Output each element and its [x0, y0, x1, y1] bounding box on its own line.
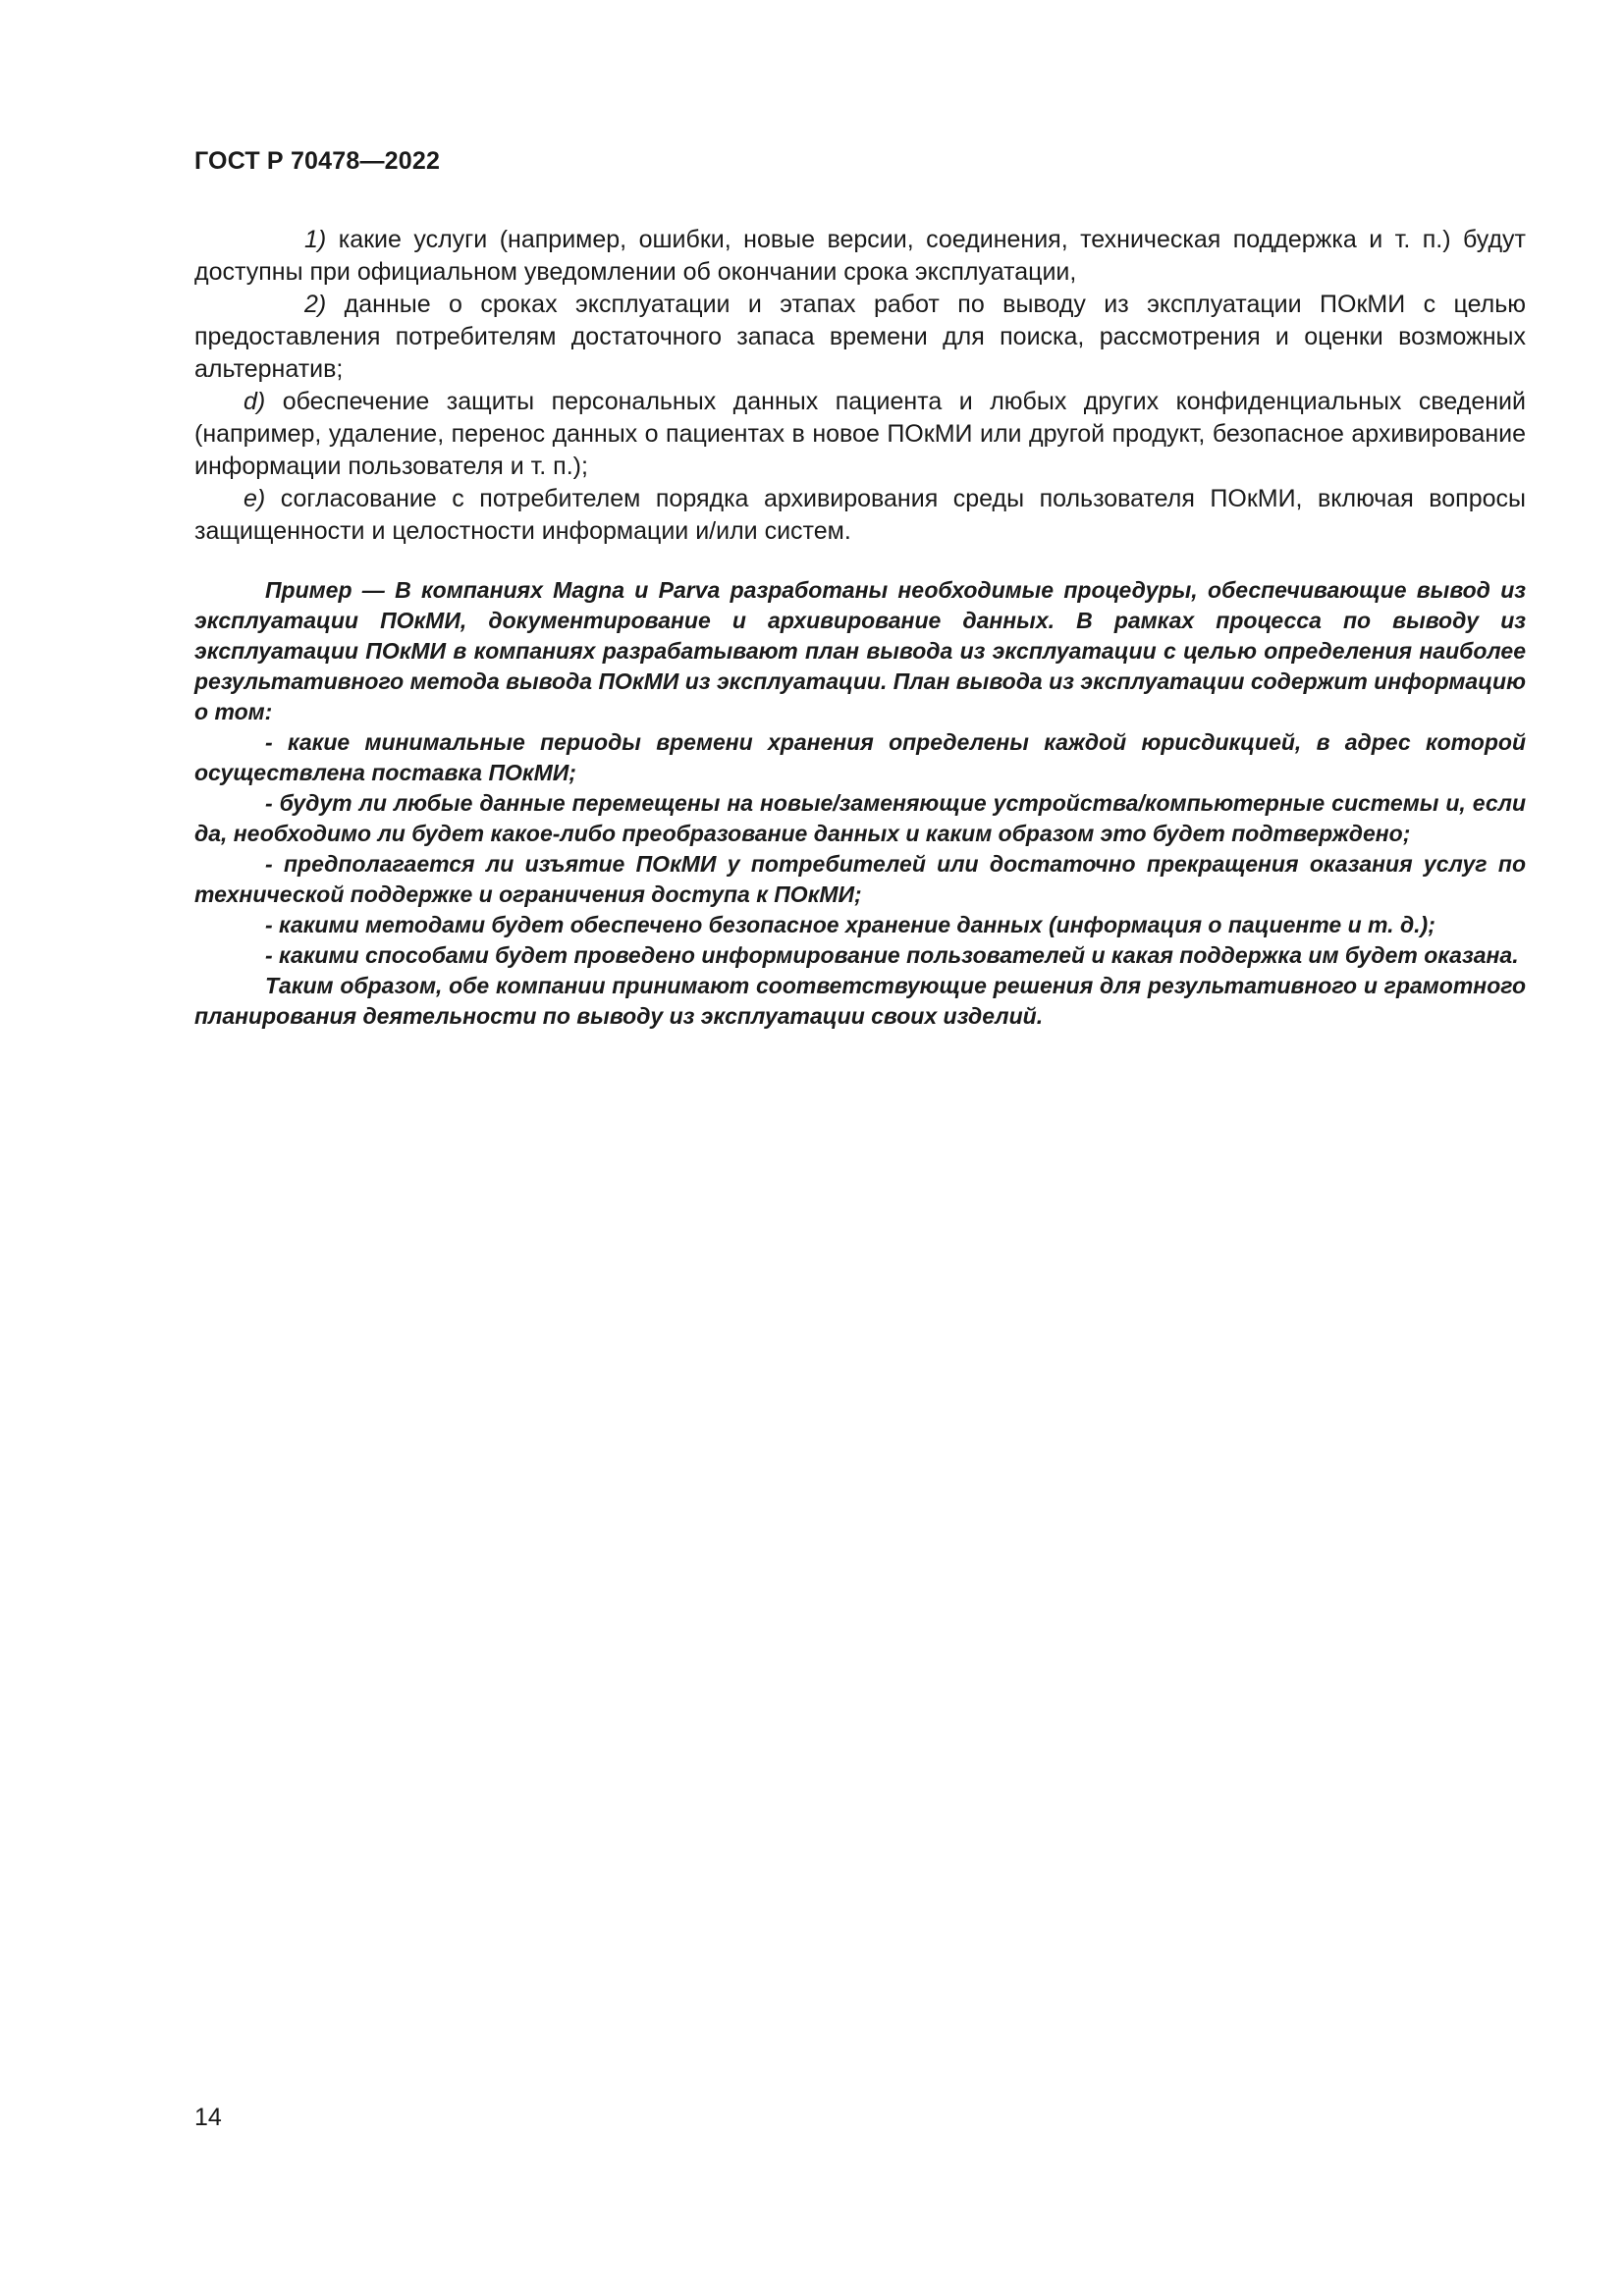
list-marker: d): [244, 388, 266, 415]
page-number: 14: [194, 2104, 222, 2131]
list-item-d: [194, 386, 1526, 483]
list-item-text: данные о сроках эксплуатации и этапах работ по выводу из эксплуатации ПОкМИ с целью предоставления потребителям достаточного запаса времени для поиска, рассмотрения и оценки возможных альтернатив;: [194, 291, 1526, 383]
list-item-e: [194, 483, 1526, 548]
example-bullet: - какими методами будет обеспечено безопасное хранение данных (информация о пациенте и т. д.);: [265, 912, 1435, 937]
example-bullet: - какими способами будет проведено информирование пользователей и какая поддержка им будет оказана.: [265, 942, 1519, 968]
list-marker: е): [244, 485, 266, 512]
page-body: [194, 224, 1526, 1032]
list-item-2: [194, 289, 1526, 386]
example-conclusion: Таким образом, обе компании принимают соответствующие решения для результативного и грамотного планирования деятельности по выводу из эксплуатации своих изделий.: [194, 973, 1526, 1029]
list-marker: 1): [304, 226, 327, 253]
list-item-text: какие услуги (например, ошибки, новые версии, соединения, техническая поддержка и т. п.) будут доступны при официальном уведомлении об окончании срока эксплуатации,: [194, 226, 1526, 286]
example-bullet: - будут ли любые данные перемещены на новые/заменяющие устройства/компьютерные системы и, если да, необходимо ли будет какое-либо преобразование данных и каким образом это будет подтверждено;: [194, 790, 1526, 846]
example-bullet: - предполагается ли изъятие ПОкМИ у потребителей или достаточно прекращения оказания услуг по технической поддержке и ограничения доступа к ПОкМИ;: [194, 851, 1526, 907]
list-item-text: согласование с потребителем порядка архивирования среды пользователя ПОкМИ, включая вопросы защищенности и целостности информации и/или систем.: [194, 485, 1526, 545]
list-marker: 2): [304, 291, 327, 318]
list-item-text: обеспечение защиты персональных данных пациента и любых других конфиденциальных сведений (например, удаление, перенос данных о пациентах в новое ПОкМИ или другой продукт, безопасное архивирование информации пользователя и т. п.);: [194, 388, 1526, 480]
example-block: [194, 575, 1526, 1032]
list-item-1: [194, 224, 1526, 289]
document-header: ГОСТ Р 70478—2022: [194, 147, 441, 175]
example-bullet: - какие минимальные периоды времени хранения определены каждой юрисдикцией, в адрес которой осуществлена поставка ПОкМИ;: [194, 729, 1526, 785]
example-intro: Пример — В компаниях Magna и Parva разработаны необходимые процедуры, обеспечивающие вывод из эксплуатации ПОкМИ, документирование и архивирование данных. В рамках процесса по выводу из эксплуатации ПОкМИ в компаниях разрабатывают план вывода из эксплуатации с целью определения наиболее результативного метода вывода ПОкМИ из эксплуатации. План вывода из эксплуатации содержит информацию о том:: [194, 577, 1526, 724]
